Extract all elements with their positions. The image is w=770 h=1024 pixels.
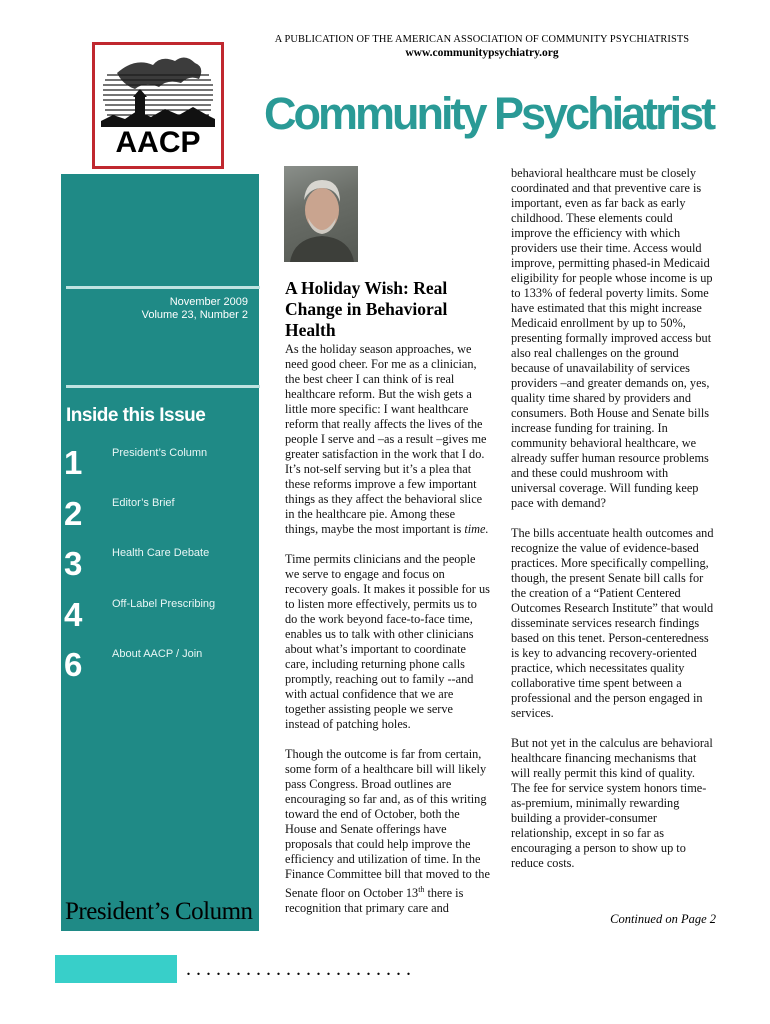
- article-paragraph: Though the outcome is far from certain, some form of a healthcare bill will likely pass Congress. Broad outlines are encouraging so far and, as of this writing toward the end of October, both the House and Senate offerings have proposals that could help improve the efficiency and utilization of time. In the Finance Committee bill that moved to the Senate floor on October 13th there is recognition that primary care and: [285, 747, 490, 916]
- sidebar-divider: [66, 286, 260, 289]
- publication-line: A PUBLICATION OF THE AMERICAN ASSOCIATION OF COMMUNITY PSYCHIATRISTS: [274, 34, 690, 45]
- website-link[interactable]: www.communitypsychiatry.org: [405, 47, 559, 59]
- article-paragraph: The bills accentuate health outcomes and recognize the value of evidence-based practices. More specifically compelling, though, the present Senate bill calls for the creation of a “Patient Centered Outcomes Research Institute” that would disseminate services research findings based on this tenet. Person-centeredness is key to advancing recovery-oriented practice, which necessitates quality collaborative time spent between a professional and the person engaged in services.: [511, 526, 714, 720]
- toc-item-about-aacp[interactable]: About AACP / Join: [112, 648, 203, 660]
- toc-item-health-care-debate[interactable]: Health Care Debate: [112, 547, 210, 559]
- article-paragraph: behavioral healthcare must be closely coordinated and that preventive care is important, even as far back as early childhood. These elements could improve the efficiency with which providers use their time. Access would improve, permitting phased-in Medicaid eligibility for people whose income is up to 133% of federal poverty limits. Some have estimated that this might increase Medicaid enrollment by up to 50%, presenting formally improved access but also real challenges on the ground because of unavailability of services providers –and greater demands on, yes, quality time shared by providers and consumers. Both House and Senate bills increase funding for training. In community behavioral healthcare, we already suffer human resource problems and these could mushroom with universal coverage. Will funding keep pace with demand?: [511, 166, 713, 510]
- article-paragraph: Time permits clinicians and the people we serve to engage and focus on recovery goals. It makes it possible for us to listen more effectively, permits us to do the work beyond face-to-face time, enables us to talk with other clinicians about what’s important to coordinate care, including returning phone calls promptly, reaching out to family --and with actual confidence that we are together assisting people we serve instead of patching holes.: [285, 552, 490, 731]
- toc-item-off-label-prescribing[interactable]: Off-Label Prescribing: [112, 598, 216, 610]
- logo-text: AACP: [115, 126, 201, 159]
- issue-volume: Volume 23, Number 2: [141, 309, 248, 321]
- footer-band: [55, 955, 177, 983]
- article-column-2: [511, 166, 716, 886]
- toc-page-number: 6: [64, 646, 83, 683]
- toc-page-number: 3: [64, 545, 83, 582]
- article-paragraph: But not yet in the calculus are behavioral healthcare financing mechanisms that will really permit this kind of quality. The fee for service system honors time-as-premium, minimally rewarding building a provider-consumer relationship, except in so far as encouraging a person to show up to reduce costs.: [511, 736, 713, 870]
- sidebar-divider: [66, 385, 260, 388]
- inside-issue-heading: Inside this Issue: [66, 405, 206, 426]
- article-headline: A Holiday Wish: Real Change in Behavioral Health: [285, 278, 448, 340]
- section-label: President’s Column: [65, 898, 253, 925]
- article-column-1: [285, 342, 490, 931]
- footer-dotted-rule: . . . . . . . . . . . . . . . . . . . . . . .: [186, 958, 411, 980]
- issue-info: [70, 296, 248, 322]
- toc-item-presidents-column[interactable]: President’s Column: [112, 447, 208, 459]
- toc-page-number: 2: [64, 495, 83, 532]
- toc-page-number: 4: [64, 596, 83, 633]
- newsletter-title: Community Psychiatrist: [264, 88, 714, 139]
- toc-page-number: 1: [64, 444, 83, 481]
- author-portrait: [284, 166, 358, 262]
- continued-link[interactable]: Continued on Page 2: [610, 912, 716, 926]
- author-photo: [284, 166, 358, 262]
- issue-date: November 2009: [169, 296, 248, 308]
- toc-item-editors-brief[interactable]: Editor’s Brief: [112, 497, 175, 509]
- article-paragraph: As the holiday season approaches, we need good cheer. For me as a clinician, the best cheer I can think of is real healthcare reform. But the wish gets a little more specific: I want healthcare reform that really affects the lives of the people I serve and –as a result –gives me greater satisfaction in the work that I do. It’s not-self serving but it’s a plea that these reforms improve a few important things as they affect the behavioral slice in the healthcare pie. Among these things, maybe the most important is time.: [285, 342, 489, 536]
